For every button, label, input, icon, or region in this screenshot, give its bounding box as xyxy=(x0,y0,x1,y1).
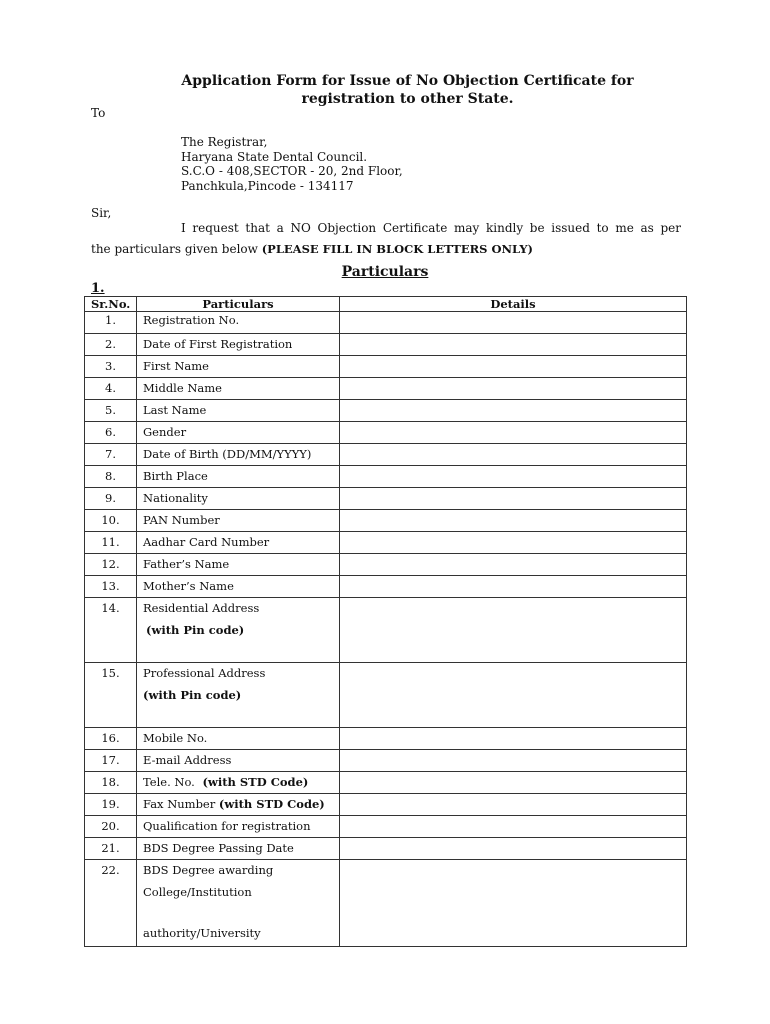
table-row xyxy=(85,444,687,466)
particulars-heading: Particulars xyxy=(341,264,429,280)
row-number: 8. xyxy=(85,466,137,488)
details-field[interactable] xyxy=(340,750,687,772)
row-label: Date of Birth (DD/MM/YYYY) xyxy=(143,447,312,461)
table-row xyxy=(85,663,687,728)
table-row xyxy=(85,728,687,750)
row-label-cell xyxy=(137,488,340,510)
salutation-sir: Sir, xyxy=(91,206,112,220)
row-number: 15. xyxy=(85,663,137,728)
table-header-row xyxy=(85,297,687,312)
row-label: Residential Address xyxy=(143,601,260,615)
row-label-cell xyxy=(137,816,340,838)
row-label: BDS Degree awarding xyxy=(143,863,274,877)
details-field[interactable] xyxy=(340,400,687,422)
table-row xyxy=(85,488,687,510)
table-row xyxy=(85,422,687,444)
table-row xyxy=(85,334,687,356)
row-number: 21. xyxy=(85,838,137,860)
details-field[interactable] xyxy=(340,356,687,378)
details-field[interactable] xyxy=(340,772,687,794)
row-number: 3. xyxy=(85,356,137,378)
row-label-cell xyxy=(137,532,340,554)
row-label: E-mail Address xyxy=(143,753,232,767)
row-label-cell xyxy=(137,444,340,466)
row-label: Date of First Registration xyxy=(143,337,293,351)
salutation-to: To xyxy=(91,106,106,120)
row-label: Last Name xyxy=(143,403,207,417)
row-label-cell xyxy=(137,750,340,772)
table-row xyxy=(85,378,687,400)
row-label-note: (with Pin code) xyxy=(146,623,245,637)
table-row xyxy=(85,816,687,838)
form-title-line-1: Application Form for Issue of No Objection Certificate for xyxy=(181,73,634,89)
row-number: 9. xyxy=(85,488,137,510)
row-label: Aadhar Card Number xyxy=(143,535,270,549)
header-particulars: Particulars xyxy=(137,297,340,312)
details-field[interactable] xyxy=(340,794,687,816)
form-title-line-2: registration to other State. xyxy=(301,91,514,107)
header-details: Details xyxy=(340,297,687,312)
table-row xyxy=(85,312,687,334)
row-label-line-2: College/Institution xyxy=(143,885,252,899)
row-label: First Name xyxy=(143,359,209,373)
details-field[interactable] xyxy=(340,444,687,466)
row-label-cell xyxy=(137,860,340,947)
table-row xyxy=(85,860,687,947)
particulars-table xyxy=(84,296,687,947)
address-line-3: S.C.O - 408,SECTOR - 20, 2nd Floor, xyxy=(181,164,403,178)
row-number: 1. xyxy=(85,312,137,334)
row-label: Gender xyxy=(143,425,187,439)
row-number: 16. xyxy=(85,728,137,750)
table-row xyxy=(85,794,687,816)
row-number: 12. xyxy=(85,554,137,576)
details-field[interactable] xyxy=(340,816,687,838)
row-label-cell xyxy=(137,576,340,598)
row-number: 17. xyxy=(85,750,137,772)
request-line-1: I request that a NO Objection Certificate may kindly be issued to me as per xyxy=(181,221,681,235)
details-field[interactable] xyxy=(340,378,687,400)
table-row xyxy=(85,466,687,488)
details-field[interactable] xyxy=(340,838,687,860)
table-row xyxy=(85,532,687,554)
row-number: 13. xyxy=(85,576,137,598)
table-row xyxy=(85,838,687,860)
row-label: Mobile No. xyxy=(143,731,208,745)
header-sr-no: Sr.No. xyxy=(85,297,137,312)
row-number: 18. xyxy=(85,772,137,794)
row-number: 22. xyxy=(85,860,137,947)
row-label-note: (with Pin code) xyxy=(143,688,242,702)
row-label: Professional Address xyxy=(143,666,266,680)
row-label: Qualification for registration xyxy=(143,819,311,833)
table-row xyxy=(85,598,687,663)
row-number: 19. xyxy=(85,794,137,816)
address-line-2: Haryana State Dental Council. xyxy=(181,149,368,164)
table-row xyxy=(85,400,687,422)
section-number: 1. xyxy=(91,281,105,296)
row-number: 2. xyxy=(85,334,137,356)
details-field[interactable] xyxy=(340,422,687,444)
row-label-cell xyxy=(137,794,340,816)
address-line-4: Panchkula,Pincode - 134117 xyxy=(181,178,354,193)
address-line-1: The Registrar, xyxy=(181,135,268,149)
table-row xyxy=(85,510,687,532)
details-field[interactable] xyxy=(340,860,687,947)
table-row xyxy=(85,576,687,598)
row-label-cell xyxy=(137,838,340,860)
row-label-cell xyxy=(137,510,340,532)
row-label: BDS Degree Passing Date xyxy=(143,841,294,855)
details-field[interactable] xyxy=(340,554,687,576)
row-label: Mother’s Name xyxy=(143,579,234,593)
row-label: Registration No. xyxy=(143,313,240,327)
row-label: Middle Name xyxy=(143,381,222,395)
row-number: 20. xyxy=(85,816,137,838)
table-row xyxy=(85,750,687,772)
details-field[interactable] xyxy=(340,663,687,728)
row-label-spacer xyxy=(143,902,333,923)
row-label-cell xyxy=(137,466,340,488)
row-label-cell xyxy=(137,554,340,576)
row-number: 7. xyxy=(85,444,137,466)
details-field[interactable] xyxy=(340,510,687,532)
row-label: Father’s Name xyxy=(143,557,230,571)
request-line-2-text: the particulars given below xyxy=(91,242,262,256)
details-field[interactable] xyxy=(340,728,687,750)
details-field[interactable] xyxy=(340,466,687,488)
row-label-cell xyxy=(137,772,340,794)
row-label: Birth Place xyxy=(143,469,208,483)
row-label: Nationality xyxy=(143,491,208,505)
row-label-cell xyxy=(137,728,340,750)
form-title xyxy=(90,72,725,108)
row-label-cell xyxy=(137,422,340,444)
block-letters-note: (PLEASE FILL IN BLOCK LETTERS ONLY) xyxy=(261,242,533,256)
details-field[interactable] xyxy=(340,334,687,356)
row-label-cell xyxy=(137,663,340,728)
table-row xyxy=(85,554,687,576)
row-label: PAN Number xyxy=(143,513,220,527)
recipient-address xyxy=(181,135,403,193)
request-line-2 xyxy=(91,242,533,256)
row-label-note: (with STD Code) xyxy=(218,797,325,811)
details-field[interactable] xyxy=(340,598,687,663)
details-field[interactable] xyxy=(340,312,687,334)
table-row xyxy=(85,356,687,378)
row-label-cell xyxy=(137,598,340,663)
row-number: 5. xyxy=(85,400,137,422)
table-row xyxy=(85,772,687,794)
row-label-cell xyxy=(137,400,340,422)
row-label-cell xyxy=(137,378,340,400)
row-label-line-3: authority/University xyxy=(143,926,261,940)
details-field[interactable] xyxy=(340,532,687,554)
row-label-note: (with STD Code) xyxy=(198,775,309,789)
details-field[interactable] xyxy=(340,488,687,510)
row-label-cell xyxy=(137,312,340,334)
row-label-cell xyxy=(137,334,340,356)
row-number: 4. xyxy=(85,378,137,400)
row-label: Fax Number xyxy=(143,797,219,811)
details-field[interactable] xyxy=(340,576,687,598)
row-number: 14. xyxy=(85,598,137,663)
row-label: Tele. No. xyxy=(143,775,199,789)
row-label-cell xyxy=(137,356,340,378)
row-number: 10. xyxy=(85,510,137,532)
row-number: 11. xyxy=(85,532,137,554)
row-number: 6. xyxy=(85,422,137,444)
